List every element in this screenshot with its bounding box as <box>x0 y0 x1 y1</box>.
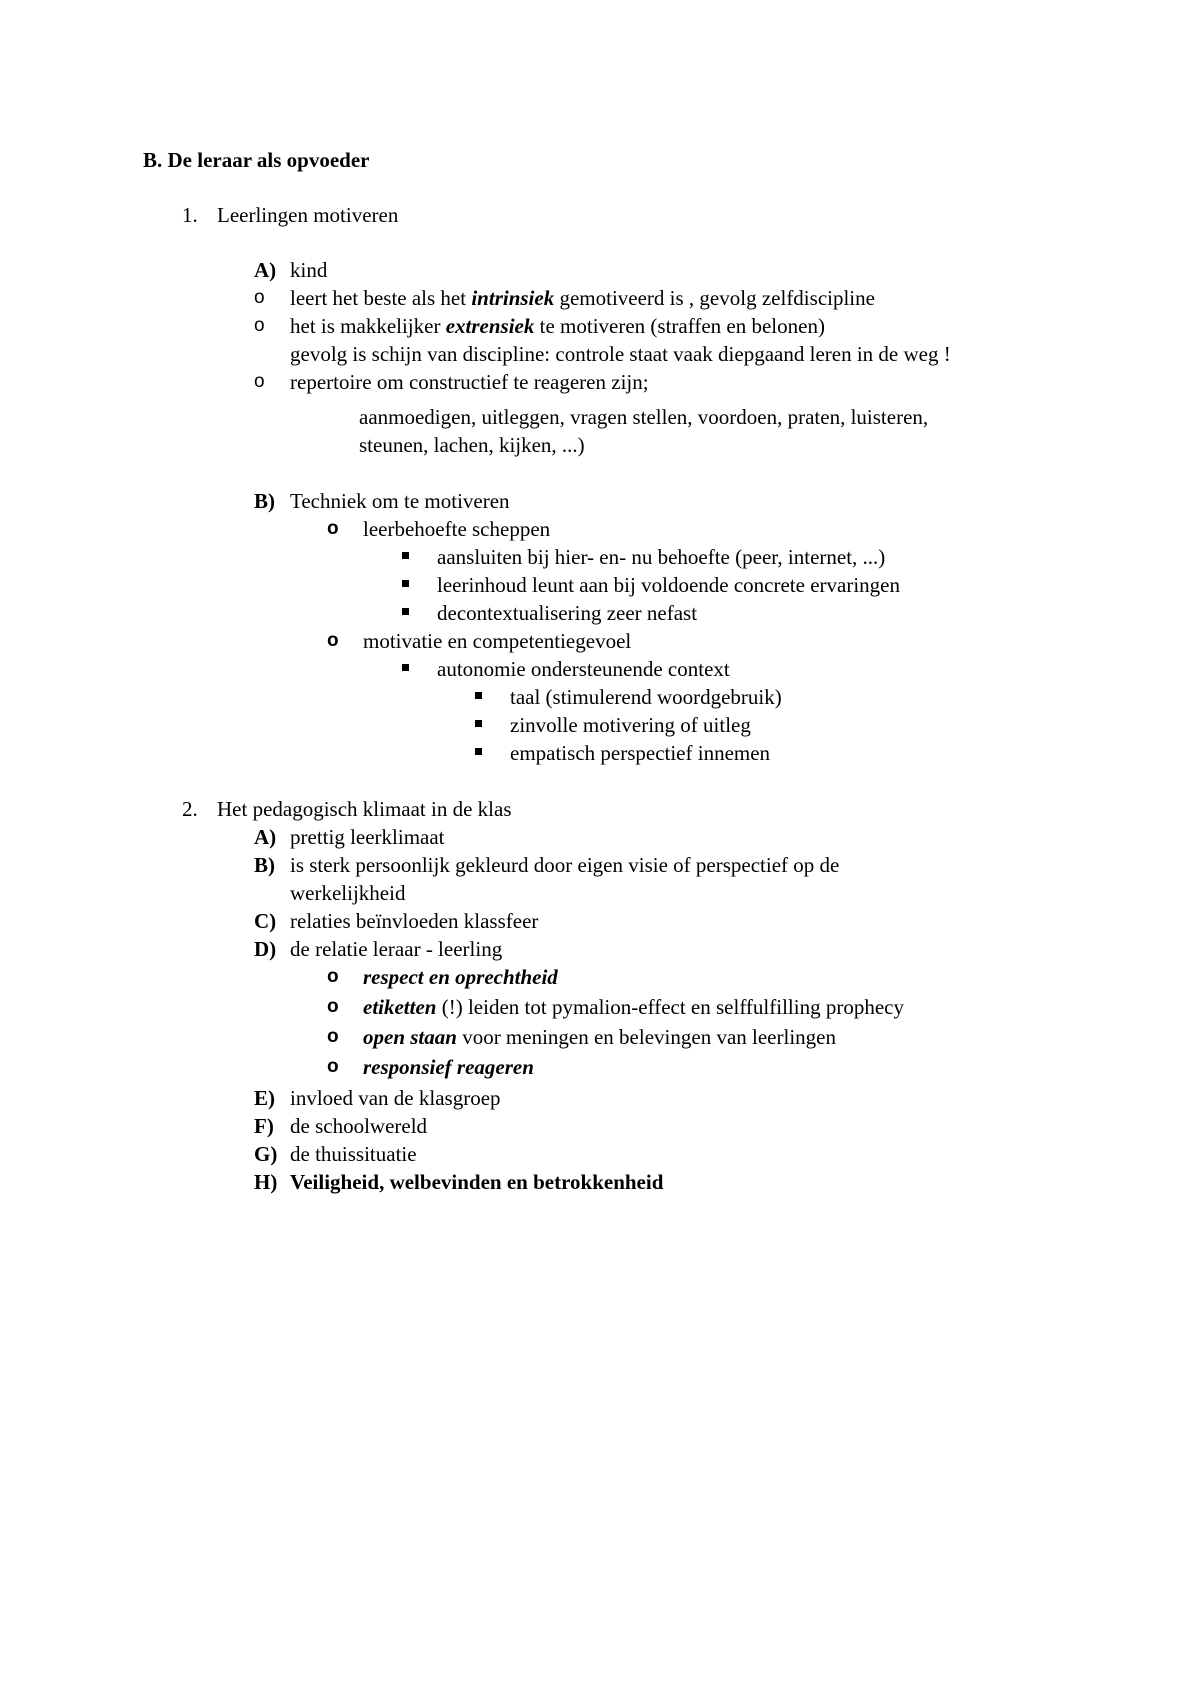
square-bullet <box>475 748 482 755</box>
circle-bullet: o <box>254 287 265 308</box>
s2-h-text: Veiligheid, welbevinden en betrokkenheid <box>290 1170 664 1194</box>
s1-b-sub-1-item: aansluiten bij hier- en- nu behoefte (peer, internet, ...) <box>437 545 886 569</box>
circle-bullet: o <box>327 1026 339 1047</box>
circle-bullet: o <box>327 630 339 651</box>
s2-g-text: de thuissituatie <box>290 1142 417 1166</box>
s1-b-sub-2: motivatie en competentiegevoel <box>363 629 632 653</box>
s2-d-sub-1: respect en oprechtheid <box>363 965 558 989</box>
s1-a-text: kind <box>290 258 328 282</box>
s1-a-bullet-3-continued-2: steunen, lachen, kijken, ...) <box>359 433 585 457</box>
square-bullet <box>402 664 409 671</box>
s2-b-label: B) <box>254 853 275 877</box>
s1-b-sub-2-subitem: zinvolle motivering of uitleg <box>510 713 751 737</box>
s1-b-sub-2-item: autonomie ondersteunende context <box>437 657 730 681</box>
circle-bullet: o <box>254 315 265 336</box>
s2-c-text: relaties beïnvloeden klassfeer <box>290 909 539 933</box>
section-1-number: 1. <box>182 203 198 227</box>
s1-a-bullet-3-continued-1: aanmoedigen, uitleggen, vragen stellen, voordoen, praten, luisteren, <box>359 405 929 429</box>
s2-f-text: de schoolwereld <box>290 1114 428 1138</box>
circle-bullet: o <box>327 518 339 539</box>
s1-a-label: A) <box>254 258 277 282</box>
s2-b-text-continued: werkelijkheid <box>290 881 406 905</box>
section-2-number: 2. <box>182 797 198 821</box>
s1-b-sub-1: leerbehoefte scheppen <box>363 517 551 541</box>
square-bullet <box>402 580 409 587</box>
s1-b-text: Techniek om te motiveren <box>290 489 510 513</box>
s2-b-text: is sterk persoonlijk gekleurd door eigen visie of perspectief op de <box>290 853 840 877</box>
s2-d-sub-3: open staan voor meningen en belevingen van leerlingen <box>363 1025 836 1049</box>
section-2-heading: Het pedagogisch klimaat in de klas <box>217 797 512 821</box>
s1-a-bullet-1: leert het beste als het intrinsiek gemotiveerd is , gevolg zelfdiscipline <box>290 286 875 310</box>
s1-a-bullet-2-continued: gevolg is schijn van discipline: controle staat vaak diepgaand leren in de weg ! <box>290 342 951 366</box>
s2-a-text: prettig leerklimaat <box>290 825 445 849</box>
s1-a-bullet-3: repertoire om constructief te reageren zijn; <box>290 370 649 394</box>
s1-b-sub-1-item: decontextualisering zeer nefast <box>437 601 698 625</box>
s2-f-label: F) <box>254 1114 274 1138</box>
s2-d-text: de relatie leraar - leerling <box>290 937 503 961</box>
s2-g-label: G) <box>254 1142 278 1166</box>
square-bullet <box>402 552 409 559</box>
s1-b-sub-1-item: leerinhoud leunt aan bij voldoende concrete ervaringen <box>437 573 900 597</box>
section-1-heading: Leerlingen motiveren <box>217 203 399 227</box>
s2-d-sub-4: responsief reageren <box>363 1055 534 1079</box>
circle-bullet: o <box>327 996 339 1017</box>
s1-b-label: B) <box>254 489 275 513</box>
s2-a-label: A) <box>254 825 277 849</box>
section-title: B. De leraar als opvoeder <box>143 148 370 172</box>
s2-d-sub-2: etiketten (!) leiden tot pymalion-effect en selffulfilling prophecy <box>363 995 904 1019</box>
square-bullet <box>475 692 482 699</box>
s2-d-label: D) <box>254 937 277 961</box>
square-bullet <box>475 720 482 727</box>
circle-bullet: o <box>254 371 265 392</box>
circle-bullet: o <box>327 1056 339 1077</box>
s2-h-label: H) <box>254 1170 278 1194</box>
s2-e-label: E) <box>254 1086 275 1110</box>
s1-b-sub-2-subitem: empatisch perspectief innemen <box>510 741 771 765</box>
s1-b-sub-2-subitem: taal (stimulerend woordgebruik) <box>510 685 782 709</box>
square-bullet <box>402 608 409 615</box>
s1-a-bullet-2: het is makkelijker extrensiek te motiveren (straffen en belonen) <box>290 314 825 338</box>
s2-e-text: invloed van de klasgroep <box>290 1086 501 1110</box>
s2-c-label: C) <box>254 909 277 933</box>
circle-bullet: o <box>327 966 339 987</box>
